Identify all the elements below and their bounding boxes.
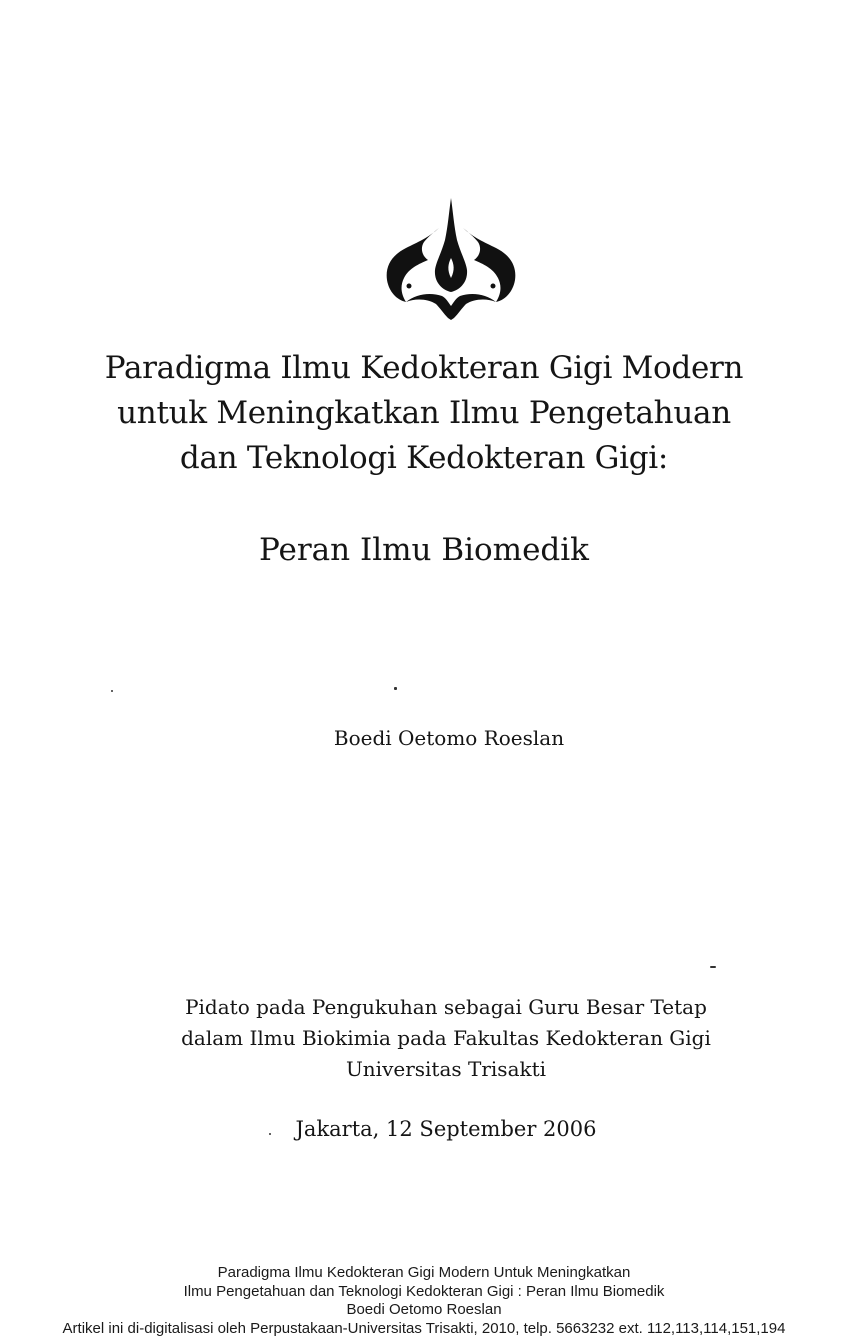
scan-speck bbox=[111, 690, 113, 692]
inauguration-note-line: dalam Ilmu Biokimia pada Fakultas Kedokteran Gigi bbox=[181, 1026, 711, 1050]
inauguration-note bbox=[0, 992, 848, 1085]
footer-line: Boedi Oetomo Roeslan bbox=[346, 1301, 502, 1318]
trisakti-emblem-icon bbox=[382, 198, 520, 320]
inauguration-note-line: Pidato pada Pengukuhan sebagai Guru Besar Tetap bbox=[185, 995, 707, 1019]
place-and-date: Jakarta, 12 September 2006 bbox=[295, 1117, 597, 1141]
title-line: dan Teknologi Kedokteran Gigi: bbox=[179, 440, 669, 476]
document-subtitle: Peran Ilmu Biomedik bbox=[259, 532, 589, 568]
scan-speck bbox=[394, 687, 397, 690]
document-title bbox=[0, 346, 848, 481]
footer-line: Paradigma Ilmu Kedokteran Gigi Modern Untuk Meningkatkan bbox=[217, 1264, 631, 1281]
footer-line: Ilmu Pengetahuan dan Teknologi Kedokteran Gigi : Peran Ilmu Biomedik bbox=[183, 1282, 665, 1300]
footer-line: Artikel ini di-digitalisasi oleh Perpustakaan-Universitas Trisakti, 2010, telp. 5663232 ext. 112,113,114,151,194 bbox=[62, 1319, 786, 1337]
digitization-footer bbox=[0, 1264, 848, 1338]
inauguration-note-line: Universitas Trisakti bbox=[345, 1057, 547, 1081]
author-name: Boedi Oetomo Roeslan bbox=[333, 726, 565, 750]
title-line: untuk Meningkatkan Ilmu Pengetahuan bbox=[117, 395, 731, 431]
scan-speck bbox=[710, 966, 716, 968]
title-line: Paradigma Ilmu Kedokteran Gigi Modern bbox=[104, 350, 744, 386]
scan-speck bbox=[269, 1133, 271, 1135]
